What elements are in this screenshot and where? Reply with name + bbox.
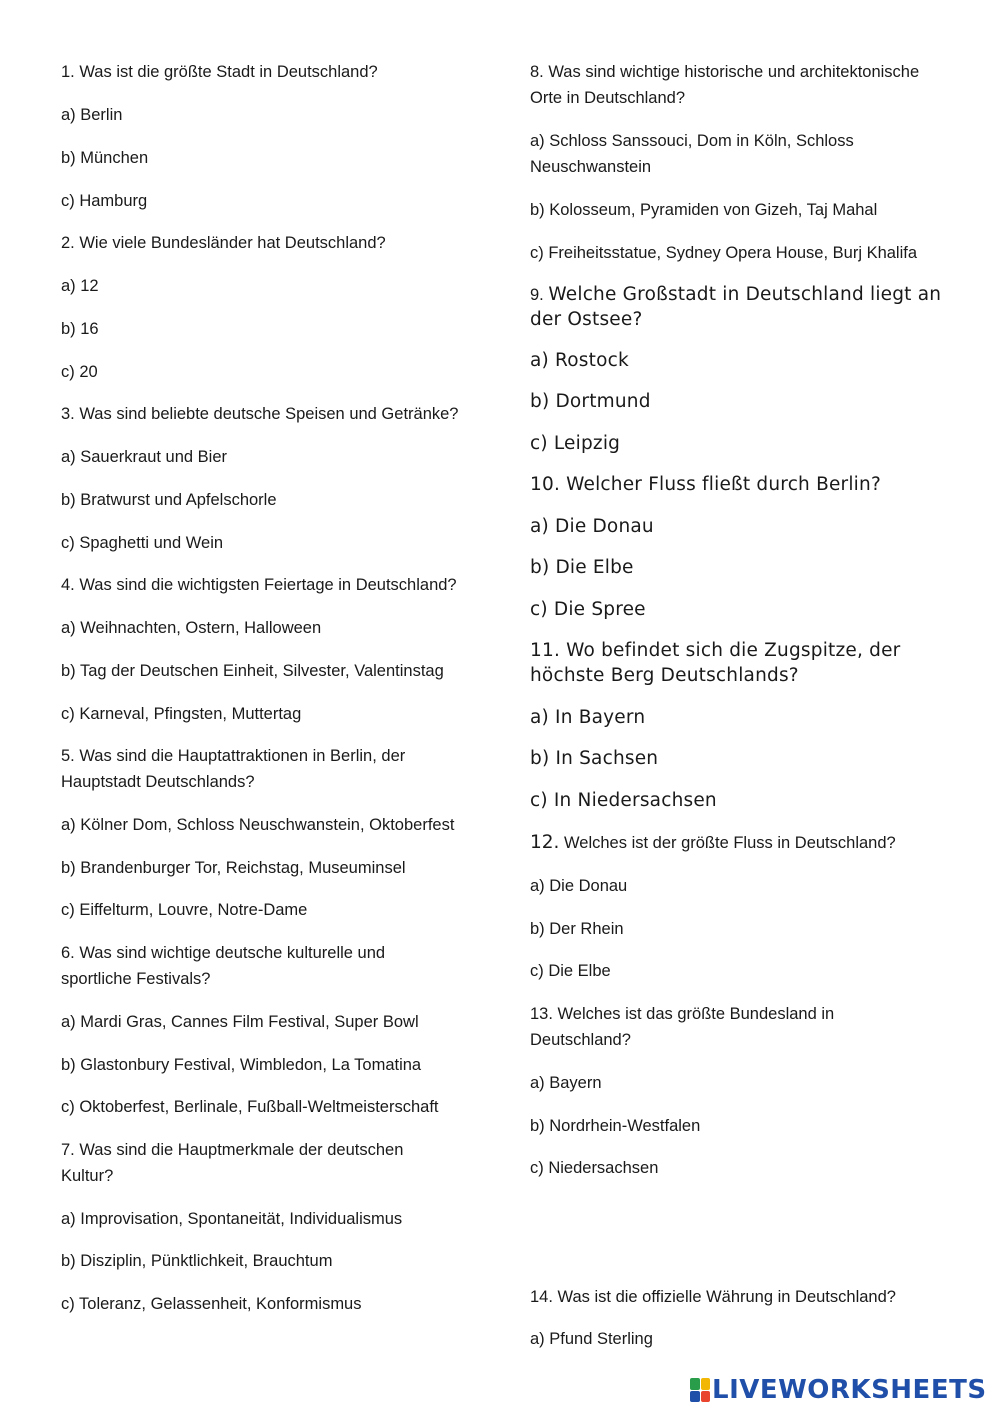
question-7-line1: 7. Was sind die Hauptmerkmale der deutschen xyxy=(61,1141,404,1159)
answer-12c: c) Die Elbe xyxy=(530,962,611,980)
answer-9a: a) Rostock xyxy=(530,350,629,371)
answer-7a: a) Improvisation, Spontaneität, Individualismus xyxy=(61,1210,403,1228)
answer-3b: b) Bratwurst und Apfelschorle xyxy=(61,491,277,509)
answer-1c: c) Hamburg xyxy=(61,192,148,210)
question-1: 1. Was ist die größte Stadt in Deutschland? xyxy=(61,63,378,81)
question-14: 14. Was ist die offizielle Währung in Deutschland? xyxy=(530,1288,896,1306)
question-6-line2: sportliche Festivals? xyxy=(61,970,211,988)
answer-12b: b) Der Rhein xyxy=(530,920,624,938)
question-9-number: 9. xyxy=(530,286,544,304)
question-11-line2: höchste Berg Deutschlands? xyxy=(530,665,799,686)
question-6-line1: 6. Was sind wichtige deutsche kulturelle und xyxy=(61,944,386,962)
answer-5c: c) Eiffelturm, Louvre, Notre-Dame xyxy=(61,901,308,919)
question-9-line1 xyxy=(530,282,950,308)
answer-13b: b) Nordrhein-Westfalen xyxy=(530,1117,701,1135)
question-10: 10. Welcher Fluss fließt durch Berlin? xyxy=(530,474,881,495)
answer-5b: b) Brandenburger Tor, Reichstag, Museuminsel xyxy=(61,859,406,877)
question-12-number: 12. xyxy=(530,832,560,853)
answer-8c: c) Freiheitsstatue, Sydney Opera House, Burj Khalifa xyxy=(530,244,918,262)
answer-7c: c) Toleranz, Gelassenheit, Konformismus xyxy=(61,1295,362,1313)
answer-1b: b) München xyxy=(61,149,149,167)
logo-mark-square-3 xyxy=(690,1391,700,1403)
liveworksheets-mark-icon xyxy=(690,1378,710,1402)
answer-3c: c) Spaghetti und Wein xyxy=(61,534,224,552)
answer-6a: a) Mardi Gras, Cannes Film Festival, Super Bowl xyxy=(61,1013,419,1031)
answer-11b: b) In Sachsen xyxy=(530,748,659,769)
question-13-line2: Deutschland? xyxy=(530,1031,631,1049)
answer-13c: c) Niedersachsen xyxy=(530,1159,659,1177)
answer-10c: c) Die Spree xyxy=(530,599,646,620)
logo-mark-square-1 xyxy=(690,1378,700,1390)
question-13-line1: 13. Welches ist das größte Bundesland in xyxy=(530,1005,835,1023)
question-7-line2: Kultur? xyxy=(61,1167,114,1185)
question-2: 2. Wie viele Bundesländer hat Deutschland? xyxy=(61,234,386,252)
answer-11c: c) In Niedersachsen xyxy=(530,790,717,811)
question-3: 3. Was sind beliebte deutsche Speisen und Getränke? xyxy=(61,405,459,423)
answer-4c: c) Karneval, Pfingsten, Muttertag xyxy=(61,705,302,723)
answer-2a: a) 12 xyxy=(61,277,99,295)
answer-8a-line1: a) Schloss Sanssouci, Dom in Köln, Schloss xyxy=(530,132,854,150)
answer-13a: a) Bayern xyxy=(530,1074,602,1092)
answer-9b: b) Dortmund xyxy=(530,391,651,412)
question-12-text: Welches ist der größte Fluss in Deutschland? xyxy=(564,834,896,852)
answer-8b: b) Kolosseum, Pyramiden von Gizeh, Taj Mahal xyxy=(530,201,878,219)
answer-4a: a) Weihnachten, Ostern, Halloween xyxy=(61,619,322,637)
question-9-text: Welche Großstadt in Deutschland liegt an xyxy=(548,284,942,305)
question-8-line2: Orte in Deutschland? xyxy=(530,89,686,107)
answer-10a: a) Die Donau xyxy=(530,516,654,537)
liveworksheets-wordmark: LIVEWORKSHEETS xyxy=(712,1375,987,1405)
answer-3a: a) Sauerkraut und Bier xyxy=(61,448,228,466)
answer-6b: b) Glastonbury Festival, Wimbledon, La Tomatina xyxy=(61,1056,422,1074)
answer-11a: a) In Bayern xyxy=(530,707,646,728)
answer-12a: a) Die Donau xyxy=(530,877,628,895)
question-11-line1: 11. Wo befindet sich die Zugspitze, der xyxy=(530,640,901,661)
answer-5a: a) Kölner Dom, Schloss Neuschwanstein, Oktoberfest xyxy=(61,816,455,834)
answer-4b: b) Tag der Deutschen Einheit, Silvester, Valentinstag xyxy=(61,662,444,680)
question-8-line1: 8. Was sind wichtige historische und architektonische xyxy=(530,63,920,81)
answer-7b: b) Disziplin, Pünktlichkeit, Brauchtum xyxy=(61,1252,333,1270)
liveworksheets-logo xyxy=(690,1376,987,1404)
answer-14a: a) Pfund Sterling xyxy=(530,1330,653,1348)
question-4: 4. Was sind die wichtigsten Feiertage in Deutschland? xyxy=(61,576,457,594)
answer-2c: c) 20 xyxy=(61,363,98,381)
question-9-line2: der Ostsee? xyxy=(530,309,643,330)
answer-2b: b) 16 xyxy=(61,320,99,338)
answer-1a: a) Berlin xyxy=(61,106,123,124)
logo-mark-square-4 xyxy=(701,1391,711,1403)
question-12 xyxy=(530,830,950,856)
answer-9c: c) Leipzig xyxy=(530,433,621,454)
answer-8a-line2: Neuschwanstein xyxy=(530,158,652,176)
question-5-line2: Hauptstadt Deutschlands? xyxy=(61,773,255,791)
answer-6c: c) Oktoberfest, Berlinale, Fußball-Weltmeisterschaft xyxy=(61,1098,439,1116)
answer-10b: b) Die Elbe xyxy=(530,557,634,578)
logo-mark-square-2 xyxy=(701,1378,711,1390)
question-5-line1: 5. Was sind die Hauptattraktionen in Berlin, der xyxy=(61,747,406,765)
